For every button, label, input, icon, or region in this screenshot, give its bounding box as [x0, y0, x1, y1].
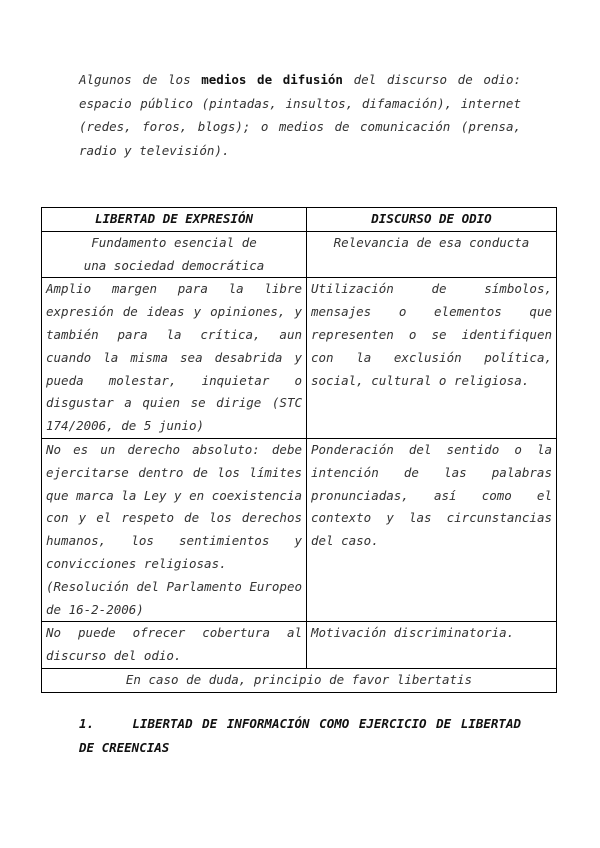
table-footer-row	[42, 668, 557, 692]
table-cell: Motivación discriminatoria.	[307, 622, 557, 669]
table-row	[42, 278, 557, 439]
header-libertad-expresion: LIBERTAD DE EXPRESIÓN	[42, 208, 307, 232]
section-title: LIBERTAD DE INFORMACIÓN COMO EJERCICIO DE LIBERTAD DE CREENCIAS	[79, 716, 521, 755]
table-footer: En caso de duda, principio de favor libertatis	[42, 668, 557, 692]
table-cell	[42, 438, 307, 621]
table-row	[42, 622, 557, 669]
table-cell: Ponderación del sentido o la intención de las palabras pronunciadas, así como el contexto y las circunstancias del caso.	[307, 438, 557, 621]
intro-text-end: del discurso de odio: espacio público (pintadas, insultos, difamación), internet (redes, foros, blogs); o medios de comunicación (prensa, radio y televisión).	[79, 72, 521, 158]
intro-text-start: Algunos de los	[79, 72, 202, 87]
cell-citation: (Resolución del Parlamento Europeo de 16-2-2006)	[46, 578, 302, 617]
table-cell: Relevancia de esa conducta	[307, 231, 557, 278]
table-cell: Fundamento esencial de una sociedad democrática	[42, 231, 307, 278]
table-cell: No puede ofrecer cobertura al discurso del odio.	[42, 622, 307, 669]
comparison-table	[41, 207, 557, 693]
cell-text: No es un derecho absoluto: debe ejercitarse dentro de los límites que marca la Ley y en coexistencia con y el respeto de los derechos humanos, los sentimientos y convicciones religiosas.	[46, 441, 302, 571]
table-cell: Utilización de símbolos, mensajes o elementos que representen o se identifiquen con la exclusión política, social, cultural o religiosa.	[307, 278, 557, 439]
header-discurso-odio: DISCURSO DE ODIO	[307, 208, 557, 232]
intro-paragraph	[79, 68, 521, 162]
table-row	[42, 438, 557, 621]
table-cell: Amplio margen para la libre expresión de ideas y opiniones, y también para la crítica, aun cuando la misma sea desabrida y pueda molestar, inquietar o disgustar a quien se dirige (STC 174/2006, de 5 junio)	[42, 278, 307, 439]
table-row	[42, 231, 557, 278]
intro-bold-term: medios de difusión	[201, 72, 343, 87]
section-number: 1.	[79, 716, 95, 731]
section-heading	[79, 712, 521, 760]
table-header-row	[42, 208, 557, 232]
